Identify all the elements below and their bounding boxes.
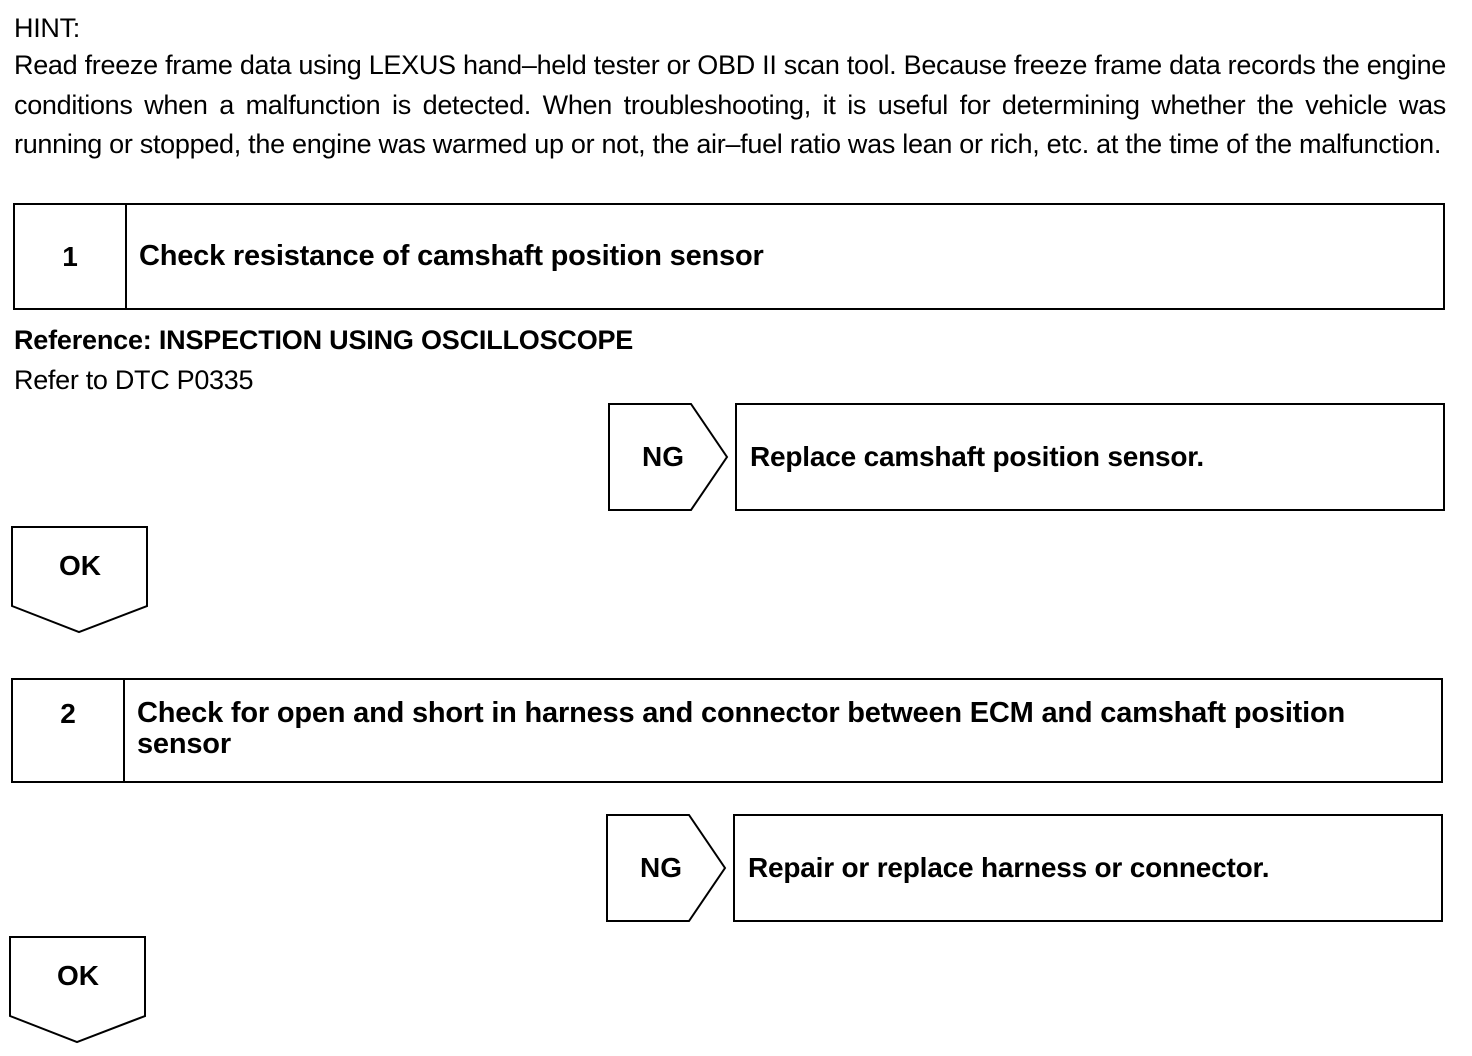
step-2-header <box>11 678 1443 783</box>
step-1-title: Check resistance of camshaft position sensor <box>139 240 764 272</box>
step-2-ng-action: Repair or replace harness or connector. <box>733 814 1443 922</box>
step-1-ng-arrow <box>608 403 730 511</box>
hint-paragraph: Read freeze frame data using LEXUS hand–held tester or OBD II scan tool. Because freeze frame data records the engine conditions when a malfunction is detected. When troubleshooting, it is useful for determining whether the vehicle was running or stopped, the engine was warmed up or not, the air–fuel ratio was lean or rich, etc. at the time of the malfunction. <box>14 50 1446 159</box>
step-1-number: 1 <box>15 205 127 308</box>
step-2-number: 2 <box>13 680 125 781</box>
step-1-ng-action: Replace camshaft position sensor. <box>735 403 1445 511</box>
step-1-ok-label: OK <box>59 550 101 581</box>
step-1-ng-label: NG <box>642 441 684 472</box>
step-2-title: Check for open and short in harness and connector between ECM and camshaft position sensor <box>137 697 1346 760</box>
step-2-ng-arrow <box>606 814 728 922</box>
reference-text: Refer to DTC P0335 <box>14 365 254 395</box>
step-2-ng-label: NG <box>640 852 682 883</box>
step-2-ok-label: OK <box>57 960 99 991</box>
step-2-ok-arrow <box>9 936 147 1044</box>
hint-title: HINT: <box>14 13 81 43</box>
step-1-header <box>13 203 1445 310</box>
step-1-ok-arrow <box>11 526 149 634</box>
reference-title: Reference: INSPECTION USING OSCILLOSCOPE <box>14 325 634 355</box>
